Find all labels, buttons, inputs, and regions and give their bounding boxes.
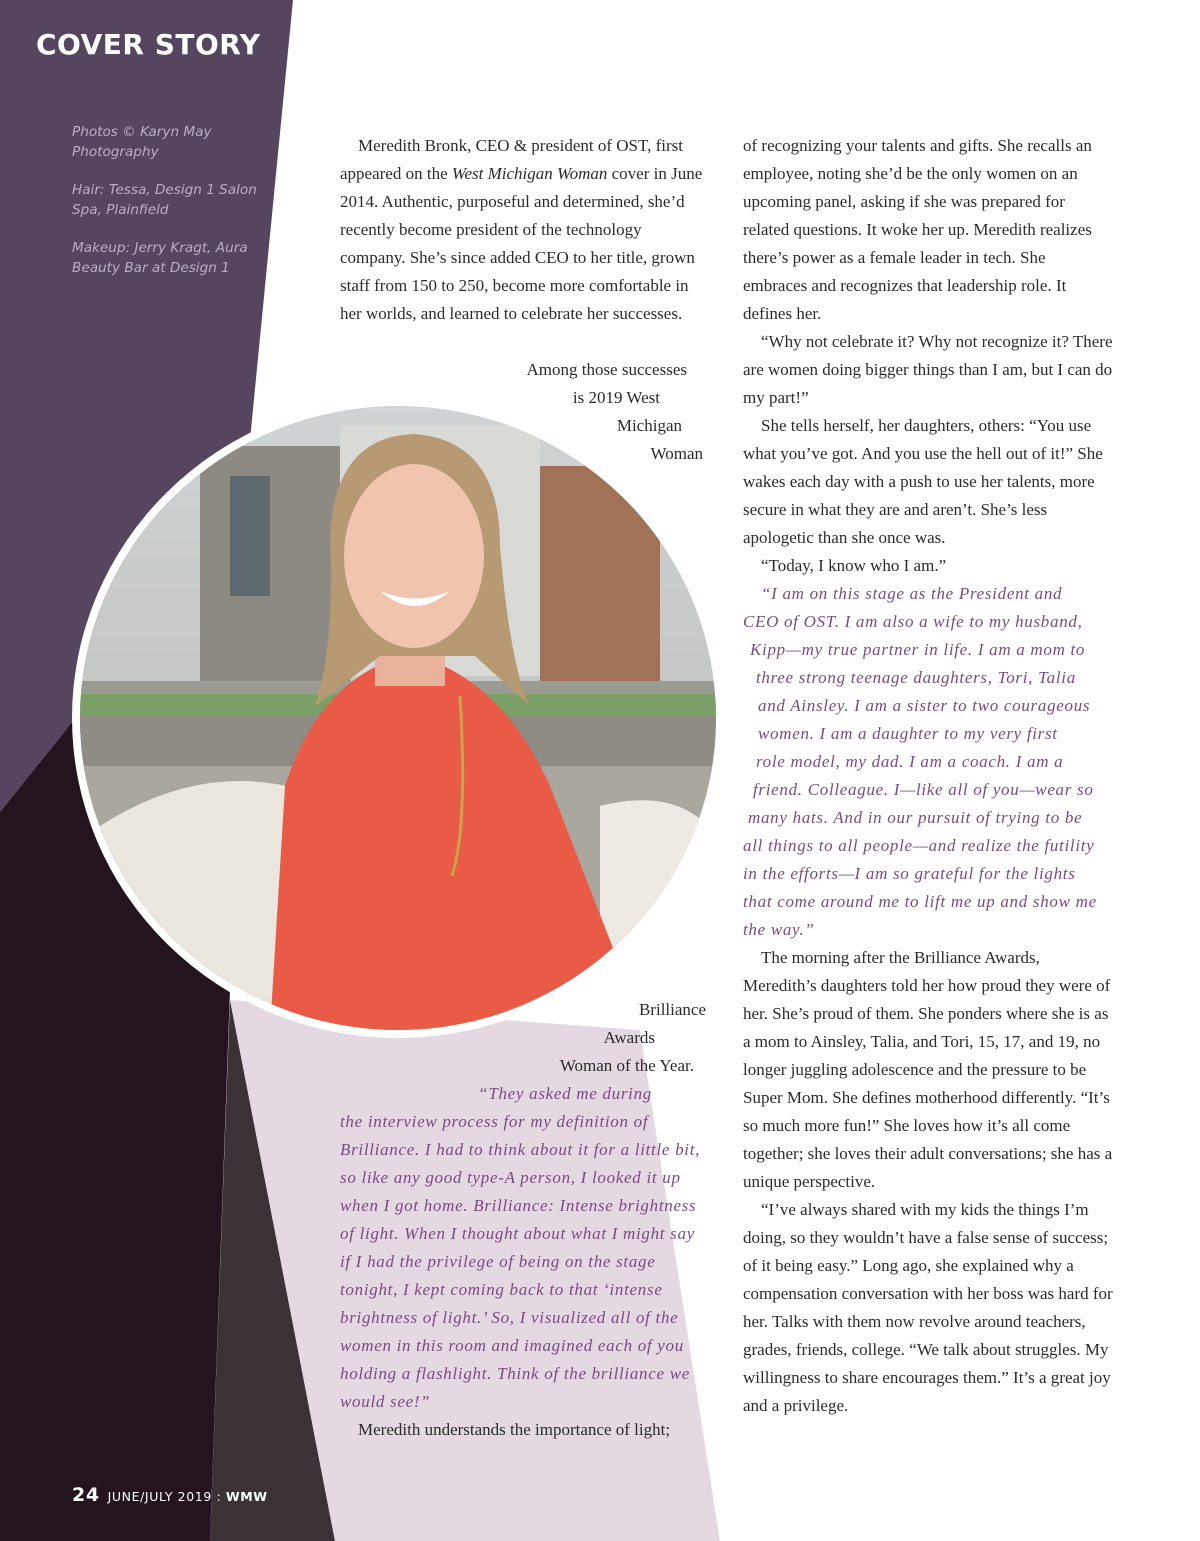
- quote-line: the way.”: [743, 920, 815, 939]
- intro-paragraph: Meredith Bronk, CEO & president of OST, first appeared on the West Michigan Woman cover in June 2014. Authentic, purposeful and determined, she’d recently become president of the technology company. She’s since added CEO to her title, grown staff from 150 to 250, become more comfortable in her worlds, and learned to celebrate her successes.: [340, 136, 703, 323]
- section-label: COVER STORY: [36, 28, 261, 61]
- page-number: 24: [72, 1484, 100, 1506]
- quote-line: that come around me to lift me up and show me: [743, 892, 1097, 911]
- brilliance-quote: the interview process for my definition of Brilliance. I had to think about it for a little bit, so like any good type-A person, I looked it up when I got home. Brilliance: Intense brightness of light. When I thought about what I might say if I had the privilege of being on the stage tonight, I kept coming back to that ‘intense brightness of light.’ So, I visualized all of the women in this room and imagined each of you holding a flashlight. Think of the brilliance we would see!”: [340, 1112, 701, 1411]
- credit-makeup: Makeup: Jerry Kragt, Aura Beauty Bar at Design 1: [72, 240, 248, 276]
- portrait-image: [80, 406, 716, 1030]
- wrap-line: Woman: [650, 444, 703, 463]
- paragraph-shared: “I’ve always shared with my kids the things I’m doing, so they wouldn’t have a false sense of success; of it being easy.” Long ago, she explained why a compensation conversation with her boss was hard for her. Talks with them now revolve around teachers, grades, friends, college. “We talk about struggles. My willingness to share encourages them.” It’s a great joy and a privilege.: [743, 1200, 1113, 1415]
- quote-line: role model, my dad. I am a coach. I am a: [756, 752, 1064, 771]
- magazine-name: WMW: [225, 1489, 268, 1504]
- acceptance-quote: [743, 580, 1113, 944]
- quote-line: CEO of OST. I am also a wife to my husband,: [743, 612, 1083, 631]
- wrap-line: Woman of the Year.: [559, 1056, 694, 1075]
- quote-line: Kipp—my true partner in life. I am a mom to: [750, 640, 1086, 659]
- quote-line: women. I am a daughter to my very first: [758, 724, 1058, 743]
- paragraph-recognizing: of recognizing your talents and gifts. She recalls an employee, noting she’d be the only women on an upcoming panel, asking if she was prepared for related questions. It woke her up. Meredith realizes there’s power as a female leader in tech. She embraces and recognizes that leadership role. It defines her.: [743, 136, 1092, 323]
- portrait-photo: [72, 398, 724, 1038]
- quote-line: in the efforts—I am so grateful for the lights: [743, 864, 1076, 883]
- issue-date: JUNE/JULY 2019 :: [107, 1489, 226, 1504]
- quote-line: “I am on this stage as the President and: [761, 584, 1063, 603]
- column-1-intro: [340, 132, 705, 328]
- paragraph-today: “Today, I know who I am.”: [761, 556, 947, 575]
- credit-hair: Hair: Tessa, Design 1 Salon Spa, Plainfield: [72, 182, 257, 218]
- column-2: [743, 132, 1113, 1420]
- wrap-line: Among those successes: [526, 360, 687, 379]
- quote-line: three strong teenage daughters, Tori, Talia: [756, 668, 1076, 687]
- wrap-line: Michigan: [616, 416, 682, 435]
- credit-photos: Photos © Karyn May Photography: [72, 124, 212, 160]
- paragraph-morning-after: The morning after the Brilliance Awards, Meredith’s daughters told her how proud they were of her. She’s proud of them. She ponders where she is as a mom to Ainsley, Talia, and Tori, 15, 17, and 19, no longer juggling adolescence and the pressure to be Super Mom. She defines motherhood differently. “It’s so much more fun!” She loves how it’s all come together; she loves their adult conversations; she has a unique perspective.: [743, 948, 1113, 1191]
- paragraph-use-what-you-got: She tells herself, her daughters, others: “You use what you’ve got. And you use the hell out of it!” She wakes each day with a push to use her talents, more secure in what they are and aren’t. She’s less apologetic than she once was.: [743, 416, 1103, 547]
- quote-first-line: “They asked me during: [478, 1084, 652, 1103]
- quote-line: and Ainsley. I am a sister to two courageous: [758, 696, 1091, 715]
- wrap-line: Brilliance: [638, 1000, 706, 1019]
- photo-credits: [72, 122, 262, 296]
- wrap-line: Awards: [603, 1028, 655, 1047]
- quote-line: all things to all people—and realize the futility: [743, 836, 1095, 855]
- quote-line: friend. Colleague. I—like all of you—wear so: [753, 780, 1094, 799]
- paragraph-celebrate: “Why not celebrate it? Why not recognize it? There are women doing bigger things than I am, but I can do my part!”: [743, 332, 1113, 407]
- quote-line: many hats. And in our pursuit of trying to be: [748, 808, 1083, 827]
- closing-line: Meredith understands the importance of light;: [358, 1420, 671, 1439]
- column-1-quote: [340, 1108, 708, 1444]
- page-footer: [72, 1484, 268, 1506]
- wrap-line: is 2019 West: [572, 388, 660, 407]
- magazine-title: West Michigan Woman: [451, 164, 608, 183]
